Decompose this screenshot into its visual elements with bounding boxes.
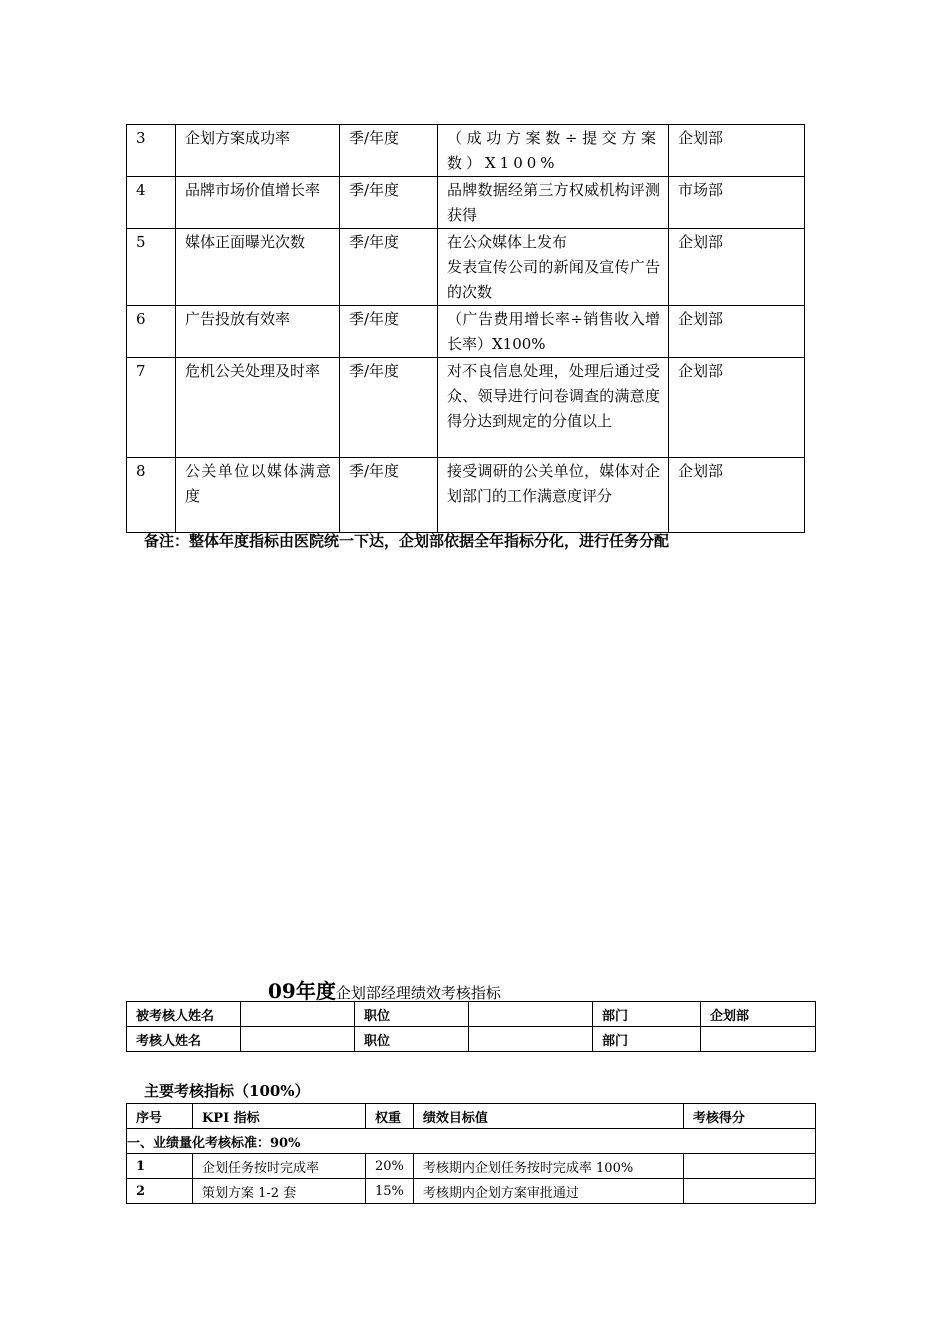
assessor-name-field[interactable] <box>241 1027 355 1052</box>
table-row <box>127 1027 816 1052</box>
row-number: 2 <box>127 1179 193 1204</box>
column-header: 考核得分 <box>683 1104 815 1129</box>
title-year: 09年度 <box>268 979 336 1003</box>
row-number: 1 <box>127 1154 193 1179</box>
kpi-name: 企划任务按时完成率 <box>193 1154 366 1179</box>
section-label: 一、业绩量化考核标准：90% <box>127 1129 816 1154</box>
table-row <box>127 358 805 458</box>
kpi-target: 考核期内企划方案审批通过 <box>413 1179 683 1204</box>
responsible-dept: 企划部 <box>669 229 805 306</box>
assessment-cycle: 季/年度 <box>340 177 438 229</box>
department-field[interactable] <box>701 1027 816 1052</box>
assessee-name-field[interactable] <box>241 1002 355 1027</box>
indicator-name: 危机公关处理及时率 <box>176 358 340 458</box>
field-label: 职位 <box>355 1027 469 1052</box>
position-field[interactable] <box>469 1027 593 1052</box>
responsible-dept: 市场部 <box>669 177 805 229</box>
responsible-dept: 企划部 <box>669 358 805 458</box>
assessment-cycle: 季/年度 <box>340 358 438 458</box>
table-row <box>127 1002 816 1027</box>
kpi-name: 策划方案 1-2 套 <box>193 1179 366 1204</box>
calculation-method: 接受调研的公关单位，媒体对企划部门的工作满意度评分 <box>438 458 669 533</box>
calculation-method: （广告费用增长率÷销售收入增长率）X100% <box>438 306 669 358</box>
calculation-method: 对不良信息处理，处理后通过受众、领导进行问卷调查的满意度得分达到规定的分值以上 <box>438 358 669 458</box>
column-header: 绩效目标值 <box>413 1104 683 1129</box>
column-header: KPI 指标 <box>193 1104 366 1129</box>
table-row <box>127 1154 816 1179</box>
indicator-name: 品牌市场价值增长率 <box>176 177 340 229</box>
kpi-weight: 20% <box>366 1154 414 1179</box>
field-label: 考核人姓名 <box>127 1027 241 1052</box>
column-header: 序号 <box>127 1104 193 1129</box>
score-field[interactable] <box>683 1179 815 1204</box>
department-field[interactable]: 企划部 <box>701 1002 816 1027</box>
calculation-method: （成功方案数÷提交方案数）X100% <box>438 125 669 177</box>
indicator-name: 广告投放有效率 <box>176 306 340 358</box>
indicator-name: 公关单位以媒体满意度 <box>176 458 340 533</box>
score-field[interactable] <box>683 1154 815 1179</box>
field-label: 部门 <box>593 1027 701 1052</box>
table-row <box>127 306 805 358</box>
assessment-cycle: 季/年度 <box>340 229 438 306</box>
section-row <box>127 1129 816 1154</box>
assessment-cycle: 季/年度 <box>340 458 438 533</box>
kpi-weight: 15% <box>366 1179 414 1204</box>
responsible-dept: 企划部 <box>669 458 805 533</box>
table-row <box>127 177 805 229</box>
kpi-target: 考核期内企划任务按时完成率 100% <box>413 1154 683 1179</box>
calculation-method <box>438 229 669 306</box>
row-number: 5 <box>127 229 176 306</box>
field-label: 部门 <box>593 1002 701 1027</box>
calculation-method: 品牌数据经第三方权威机构评测获得 <box>438 177 669 229</box>
kpi-detail-table <box>126 124 805 533</box>
row-number: 4 <box>127 177 176 229</box>
row-number: 8 <box>127 458 176 533</box>
table-header-row <box>127 1104 816 1129</box>
assessment-cycle: 季/年度 <box>340 306 438 358</box>
field-label: 被考核人姓名 <box>127 1002 241 1027</box>
table-row <box>127 125 805 177</box>
remark-note: 备注：整体年度指标由医院统一下达，企划部依据全年指标分化，进行任务分配 <box>144 532 670 550</box>
kpi-table <box>126 1103 816 1204</box>
row-number: 3 <box>127 125 176 177</box>
responsible-dept: 企划部 <box>669 125 805 177</box>
indicator-name: 企划方案成功率 <box>176 125 340 177</box>
method-line: 发表宣传公司的新闻及宣传广告的次数 <box>447 258 660 301</box>
assessee-info-table <box>126 1001 816 1052</box>
method-line: 在公众媒体上发布 <box>447 233 568 251</box>
table-row <box>127 229 805 306</box>
table-row <box>127 458 805 533</box>
field-label: 职位 <box>355 1002 469 1027</box>
row-number: 7 <box>127 358 176 458</box>
responsible-dept: 企划部 <box>669 306 805 358</box>
column-header: 权重 <box>366 1104 414 1129</box>
page-title <box>268 975 501 1004</box>
indicator-name: 媒体正面曝光次数 <box>176 229 340 306</box>
title-text: 企划部经理绩效考核指标 <box>335 984 501 1002</box>
table-row <box>127 1179 816 1204</box>
assessment-cycle: 季/年度 <box>340 125 438 177</box>
section-heading: 主要考核指标（100%） <box>144 1082 310 1100</box>
row-number: 6 <box>127 306 176 358</box>
position-field[interactable] <box>469 1002 593 1027</box>
